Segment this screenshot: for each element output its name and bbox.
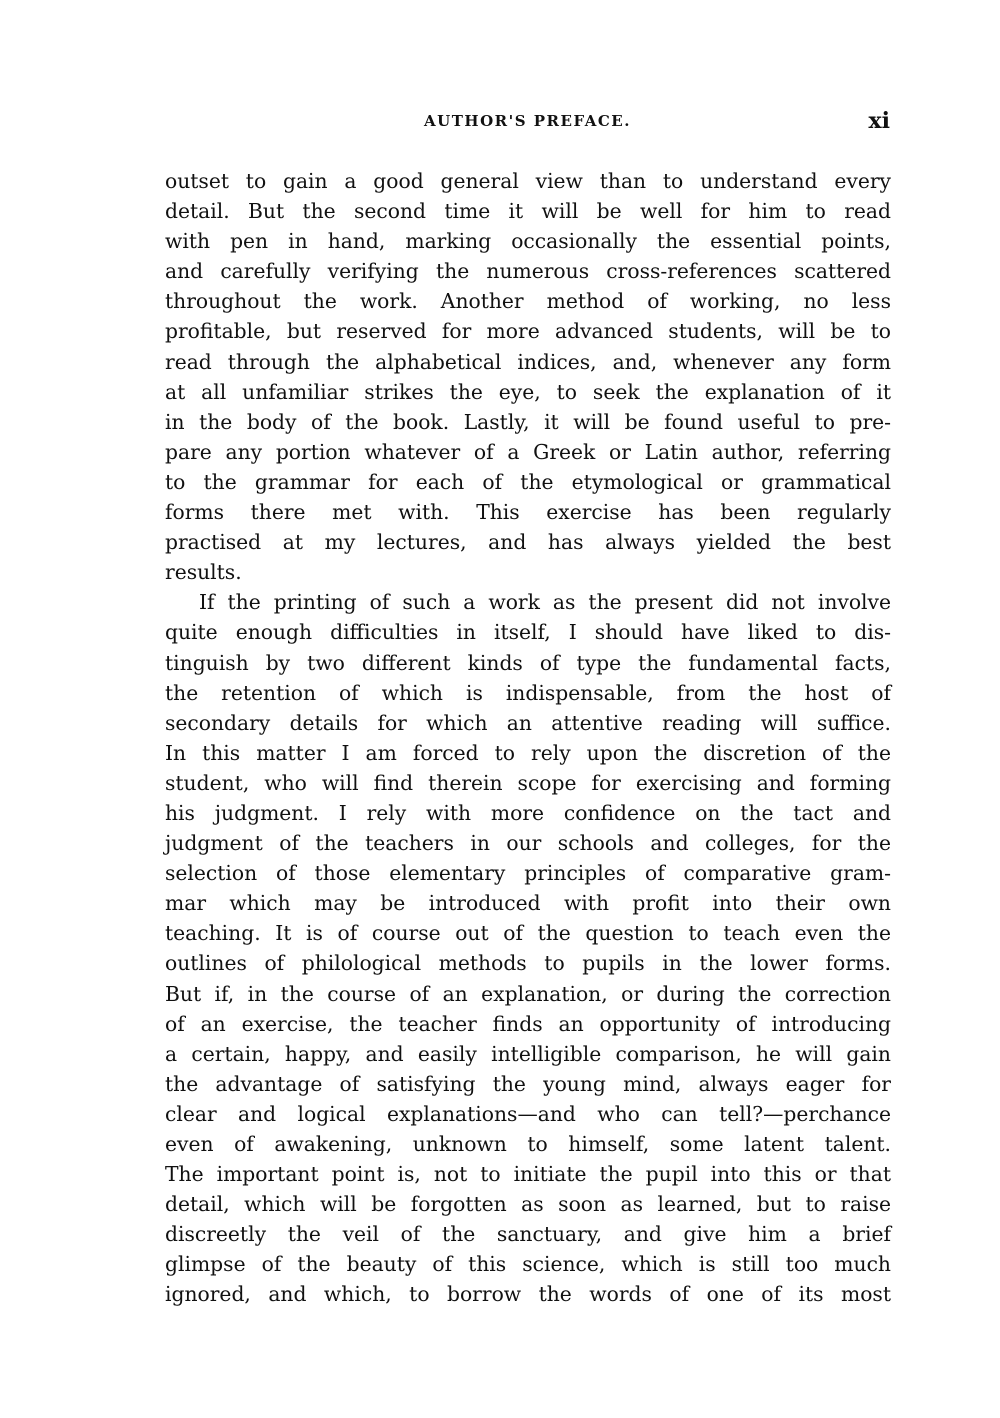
text-line: practised at my lectures, and has always yielded the best — [165, 530, 891, 555]
text-line: even of awakening, unknown to himself, some latent talent. — [165, 1132, 891, 1156]
text-line: forms there met with. This exercise has been regularly — [165, 500, 891, 525]
text-line: of an exercise, the teacher finds an opportunity of introducing — [165, 1011, 891, 1036]
running-head — [165, 108, 890, 138]
text-line: quite enough difficulties in itself, I should have liked to dis- — [165, 620, 891, 645]
text-line: pare any portion whatever of a Greek or Latin author, referring — [165, 439, 891, 464]
text-line: read through the alphabetical indices, and, whenever any form — [165, 349, 891, 374]
text-line: his judgment. I rely with more confidence on the tact and — [165, 800, 891, 825]
text-line: a certain, happy, and easily intelligible comparison, he will gain — [165, 1041, 891, 1066]
text-line: outset to gain a good general view than to understand every — [165, 169, 891, 193]
text-line: glimpse of the beauty of this science, which is still too much — [165, 1252, 891, 1277]
text-line: the advantage of satisfying the young mind, always eager for — [165, 1071, 891, 1096]
paragraph-2 — [165, 587, 891, 1309]
text-line: If the printing of such a work as the present did not involve — [199, 590, 891, 615]
text-line: teaching. It is of course out of the question to teach even the — [165, 921, 891, 946]
text-line: clear and logical explanations—and who can tell?—perchance — [165, 1101, 891, 1126]
text-line: secondary details for which an attentive reading will suffice. — [165, 710, 891, 735]
text-line: with pen in hand, marking occasionally the essential points, — [165, 229, 891, 254]
text-line: mar which may be introduced with profit into their own — [165, 891, 891, 916]
text-line: student, who will find therein scope for exercising and forming — [165, 770, 891, 795]
text-line: discreetly the veil of the sanctuary, and give him a brief — [165, 1222, 891, 1247]
text-line: tinguish by two different kinds of type the fundamental facts, — [165, 650, 891, 675]
body-text — [165, 166, 891, 1310]
text-line: profitable, but reserved for more advanced students, will be to — [165, 319, 891, 344]
text-line: at all unfamiliar strikes the eye, to seek the explanation of it — [165, 379, 891, 404]
text-line: detail. But the second time it will be well for him to read — [165, 199, 891, 224]
text-line: selection of those elementary principles of comparative gram- — [165, 861, 891, 886]
running-title: AUTHOR'S PREFACE. — [424, 112, 631, 130]
text-line: ignored, and which, to borrow the words of one of its most — [165, 1282, 891, 1307]
text-line: the retention of which is indispensable, from the host of — [165, 680, 891, 705]
text-line: to the grammar for each of the etymological or grammatical — [165, 469, 891, 494]
text-line: The important point is, not to initiate the pupil into this or that — [165, 1162, 891, 1187]
text-line: In this matter I am forced to rely upon the discretion of the — [165, 740, 891, 765]
text-line: detail, which will be forgotten as soon as learned, but to raise — [165, 1192, 891, 1217]
paragraph-1 — [165, 166, 891, 587]
text-line: outlines of philological methods to pupils in the lower forms. — [165, 951, 891, 976]
text-line: judgment of the teachers in our schools and colleges, for the — [165, 831, 891, 856]
text-line: throughout the work. Another method of working, no less — [165, 289, 891, 314]
text-line: results. — [165, 560, 242, 585]
text-line: But if, in the course of an explanation, or during the correction — [165, 981, 891, 1006]
text-line: and carefully verifying the numerous cross-references scattered — [165, 259, 891, 284]
text-line: in the body of the book. Lastly, it will be found useful to pre- — [165, 409, 891, 434]
page-number: xi — [868, 108, 890, 134]
